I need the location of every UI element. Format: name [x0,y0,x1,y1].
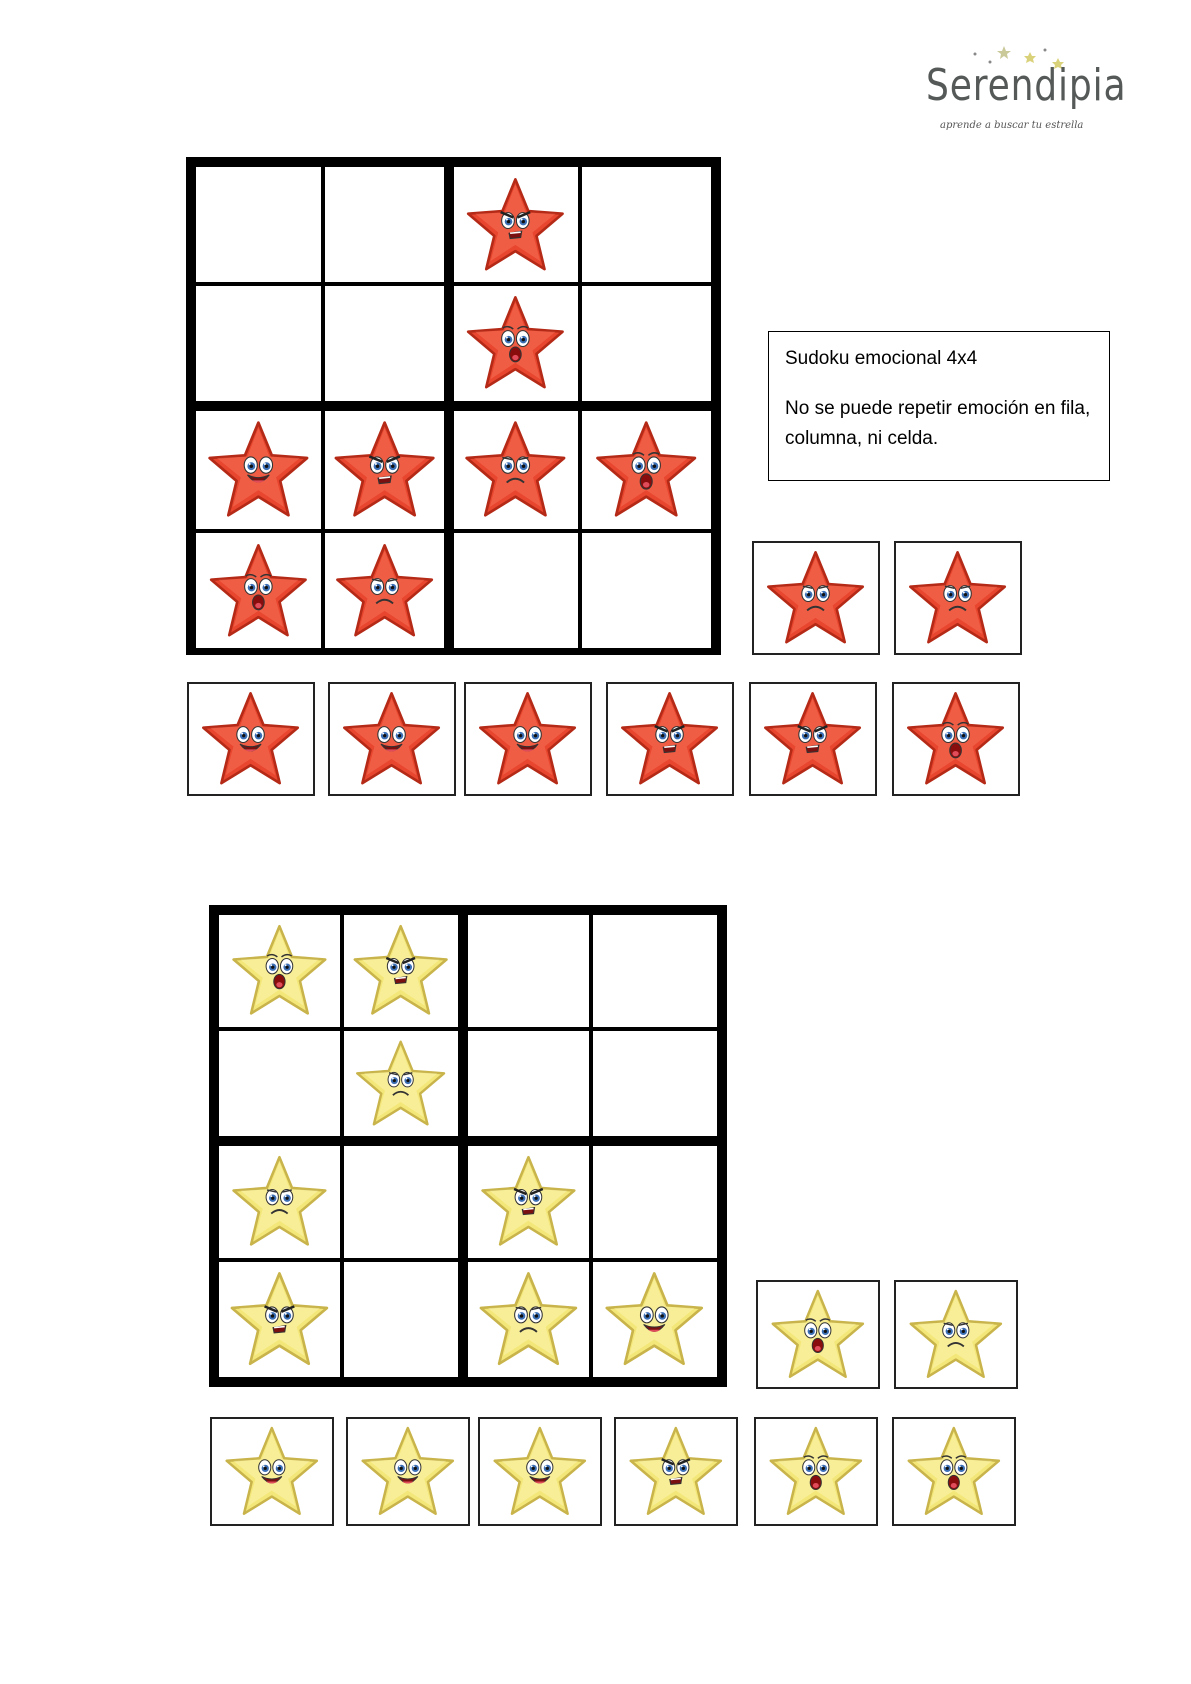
red-happy-star-icon [196,686,305,792]
sudoku-cell[interactable] [582,286,711,401]
sudoku-cell[interactable] [196,286,321,401]
red-surprised-star-icon [587,415,705,524]
yellow-side-tile[interactable] [756,1280,880,1389]
red-angry-star-icon [615,686,724,792]
red-piece-tile[interactable] [464,682,592,796]
sudoku-cell[interactable] [325,286,444,401]
sudoku-cell[interactable] [593,1146,718,1258]
yellow-piece-tile[interactable] [346,1417,470,1526]
red-side-tile[interactable] [752,541,880,655]
yellow-piece-tile[interactable] [754,1417,878,1526]
yellow-piece-tile[interactable] [210,1417,334,1526]
yellow-happy-star-icon [219,1421,325,1522]
instructions-title: Sudoku emocional 4x4 [785,348,978,369]
instructions-rule: No se puede repetir emoción en fila, columna, ni celda. [785,398,1091,449]
yellow-piece-tile[interactable] [478,1417,602,1526]
sudoku-cell[interactable] [593,1031,718,1137]
sudoku-cell[interactable] [219,1262,340,1378]
sudoku-cell[interactable] [593,915,718,1027]
yellow-surprised-star-icon [765,1284,871,1385]
yellow-side-tile[interactable] [894,1280,1018,1389]
sudoku-cell[interactable] [325,533,444,648]
sudoku-cell[interactable] [468,1146,589,1258]
yellow-sad-star-icon [473,1266,584,1372]
sudoku-cell[interactable] [325,167,444,282]
red-sad-star-icon [903,545,1012,651]
sudoku-cell[interactable] [468,1262,589,1378]
red-surprised-star-icon [901,686,1010,792]
yellow-happy-star-icon [487,1421,593,1522]
red-sudoku-board [186,157,721,655]
red-piece-tile[interactable] [606,682,734,796]
sudoku-cell[interactable] [344,1146,459,1258]
yellow-sad-star-icon [224,1150,335,1253]
yellow-angry-star-icon [473,1150,584,1253]
yellow-piece-tile[interactable] [892,1417,1016,1526]
sudoku-cell[interactable] [454,411,579,529]
sudoku-cell[interactable] [219,1146,340,1258]
yellow-surprised-star-icon [763,1421,869,1522]
red-sad-star-icon [458,415,573,524]
yellow-happy-star-icon [355,1421,461,1522]
red-piece-tile[interactable] [328,682,456,796]
sudoku-cell[interactable] [196,411,321,529]
yellow-surprised-star-icon [901,1421,1007,1522]
sudoku-cell[interactable] [196,533,321,648]
yellow-happy-star-icon [597,1266,712,1372]
sudoku-cell[interactable] [582,167,711,282]
serendipia-logo [920,40,1127,140]
yellow-sudoku-board [209,905,727,1387]
red-surprised-star-icon [201,538,316,644]
yellow-angry-star-icon [348,919,453,1022]
yellow-sad-star-icon [903,1284,1009,1385]
red-piece-tile[interactable] [187,682,315,796]
yellow-piece-tile[interactable] [614,1417,738,1526]
red-happy-star-icon [201,415,316,524]
logo-tagline: aprende a buscar tu estrella [940,120,1084,131]
sudoku-cell[interactable] [344,1262,459,1378]
logo-wordmark: Serendipia [926,60,1127,111]
sudoku-cell[interactable] [582,411,711,529]
sudoku-cell[interactable] [219,1031,340,1137]
red-angry-star-icon [330,415,439,524]
sudoku-cell[interactable] [593,1262,718,1378]
sudoku-cell[interactable] [219,915,340,1027]
red-side-tile[interactable] [894,541,1022,655]
yellow-angry-star-icon [224,1266,335,1372]
sudoku-cell[interactable] [454,533,579,648]
sudoku-cell[interactable] [344,915,459,1027]
sudoku-cell[interactable] [468,915,589,1027]
sudoku-cell[interactable] [454,286,579,401]
yellow-angry-star-icon [623,1421,729,1522]
red-angry-star-icon [458,172,573,278]
red-happy-star-icon [337,686,446,792]
red-sad-star-icon [761,545,870,651]
sudoku-cell[interactable] [344,1031,459,1137]
sudoku-cell[interactable] [582,533,711,648]
instructions-box [768,331,1110,481]
sudoku-cell[interactable] [325,411,444,529]
yellow-sad-star-icon [348,1035,453,1132]
red-happy-star-icon [473,686,582,792]
red-sad-star-icon [330,538,439,644]
sudoku-cell[interactable] [196,167,321,282]
yellow-surprised-star-icon [224,919,335,1022]
red-piece-tile[interactable] [749,682,877,796]
sudoku-cell[interactable] [454,167,579,282]
sudoku-cell[interactable] [468,1031,589,1137]
red-surprised-star-icon [458,290,573,396]
red-piece-tile[interactable] [892,682,1020,796]
red-angry-star-icon [758,686,867,792]
